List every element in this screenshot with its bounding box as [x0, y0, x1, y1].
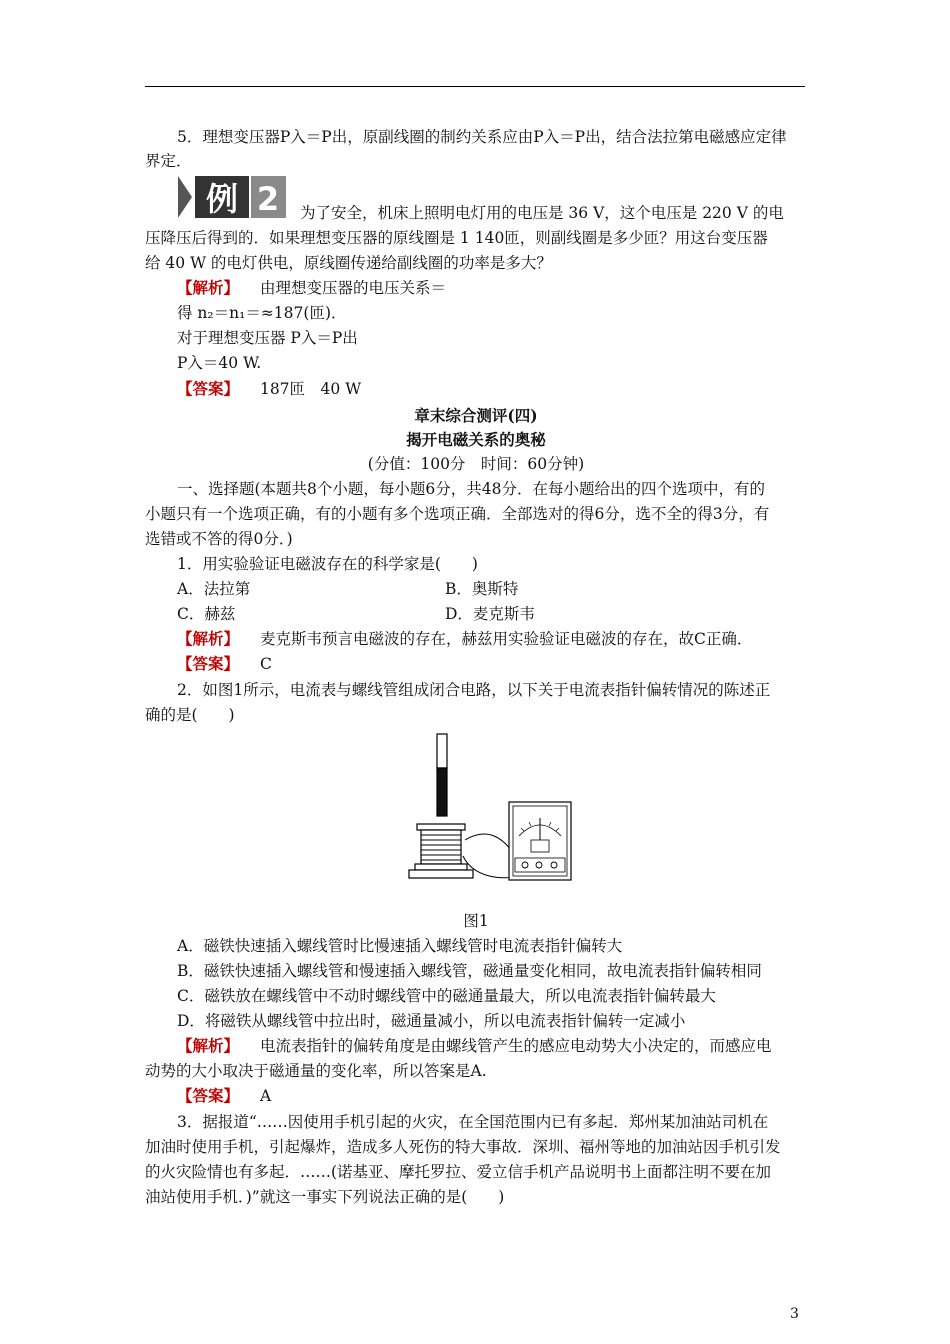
- q2-answer-row: [177, 1085, 839, 1107]
- q2-option-a: A．磁铁快速插入螺线管时比慢速插入螺线管时电流表指针偏转大: [177, 937, 623, 955]
- q3-stem-1: 3．据报道“……因使用手机引起的火灾，在全国范围内已有多起．郑州某加油站司机在: [177, 1113, 769, 1131]
- example-answer-row: [177, 378, 839, 400]
- example-analysis-4: P入＝40 W.: [177, 354, 262, 372]
- q2-option-d: D．将磁铁从螺线管中拉出时，磁通量减小，所以电流表指针偏转一定减小: [177, 1012, 686, 1030]
- answer-tag: 【答案】: [177, 379, 240, 398]
- q2-option-c: C．磁铁放在螺线管中不动时螺线管中的磁通量最大，所以电流表指针偏转最大: [177, 987, 716, 1005]
- example-mark-num: 2: [256, 180, 280, 218]
- q2-answer: A: [259, 1087, 272, 1105]
- q1-answer: C: [259, 655, 272, 673]
- section-instructions-3: 选错或不答的得0分．): [145, 530, 293, 548]
- q2-analysis-1: 电流表指针的偏转角度是由螺线管产生的感应电动势大小决定的，而感应电: [259, 1037, 772, 1055]
- intro-line-2: 界定．: [145, 152, 192, 170]
- section-instructions-1: 一、选择题(本题共8个小题，每小题6分，共48分．在每小题给出的四个选项中，有的: [177, 480, 765, 498]
- q2-option-b: B．磁铁快速插入螺线管和慢速插入螺线管，磁通量变化相同，故电流表指针偏转相同: [177, 962, 762, 980]
- q3-stem-4: 油站使用手机．)”就这一事实下列说法正确的是( ): [145, 1188, 505, 1206]
- test-title: 章末综合测评(四): [414, 406, 538, 425]
- q3-stem-3: 的火灾险情也有多起．……(诺基亚、摩托罗拉、爱立信手机产品说明书上面都注明不要在加: [145, 1163, 772, 1181]
- example-question-line-3: 给 40 W 的电灯供电，原线圈传递给副线圈的功率是多大？: [145, 254, 552, 272]
- q2-stem-1: 2．如图1所示，电流表与螺线管组成闭合电路，以下关于电流表指针偏转情况的陈述正: [177, 681, 771, 699]
- analysis-tag: 【解析】: [177, 1036, 240, 1055]
- q1-option-b: B．奥斯特: [445, 580, 519, 598]
- intro-line-1: 5．理想变压器P入＝P出，原副线圈的制约关系应由P入＝P出，结合法拉第电磁感应定律: [177, 128, 787, 146]
- page-number: 3: [790, 1306, 799, 1322]
- q1-analysis: 麦克斯韦预言电磁波的存在，赫兹用实验验证电磁波的存在，故C正确．: [259, 630, 753, 648]
- example-analysis-1: 由理想变压器的电压关系＝: [259, 279, 446, 297]
- example-analysis-row: [177, 277, 839, 299]
- q1-option-d: D．麦克斯韦: [445, 605, 535, 623]
- analysis-tag: 【解析】: [177, 278, 240, 297]
- example-answer: 187匝 40 W: [259, 380, 362, 398]
- answer-tag: 【答案】: [177, 654, 240, 673]
- answer-tag: 【答案】: [177, 1086, 240, 1105]
- example-question-line-2: 压降压后得到的．如果理想变压器的原线圈是 1 140匝，则副线圈是多少匝？用这台变压器: [145, 229, 768, 247]
- test-meta: (分值：100分 时间：60分钟): [367, 455, 585, 473]
- q1-option-a: A．法拉第: [177, 580, 251, 598]
- example-analysis-2: 得 n₂＝n₁＝≈187(匝)．: [177, 304, 347, 322]
- q1-stem: 1．用实验验证电磁波存在的科学家是( ): [177, 555, 478, 573]
- example-mark-icon: [178, 176, 286, 218]
- q3-stem-2: 加油时使用手机，引起爆炸，造成多人死伤的特大事故．深圳、福州等地的加油站因手机引发: [145, 1138, 781, 1156]
- q1-analysis-row: [177, 628, 839, 650]
- example-analysis-3: 对于理想变压器 P入＝P出: [177, 329, 358, 347]
- q1-option-c: C．赫兹: [177, 605, 236, 623]
- analysis-tag: 【解析】: [177, 629, 240, 648]
- example-mark-char: 例: [205, 180, 239, 218]
- q2-analysis-row: [177, 1035, 807, 1057]
- q2-analysis-2: 动势的大小取决于磁通量的变化率，所以答案是A.: [145, 1062, 487, 1080]
- figure-caption: 图1: [463, 912, 489, 930]
- header-rule: [145, 86, 805, 87]
- example-question-line-1: 为了安全，机床上照明电灯用的电压是 36 V，这个电压是 220 V 的电: [300, 204, 784, 222]
- q1-answer-row: [177, 653, 839, 675]
- q2-stem-2: 确的是( ): [145, 706, 235, 724]
- section-instructions-2: 小题只有一个选项正确，有的小题有多个选项正确．全部选对的得6分，选不全的得3分，有: [145, 505, 770, 523]
- solenoid-ammeter-figure: [405, 732, 575, 892]
- test-subtitle: 揭开电磁关系的奥秘: [406, 430, 546, 449]
